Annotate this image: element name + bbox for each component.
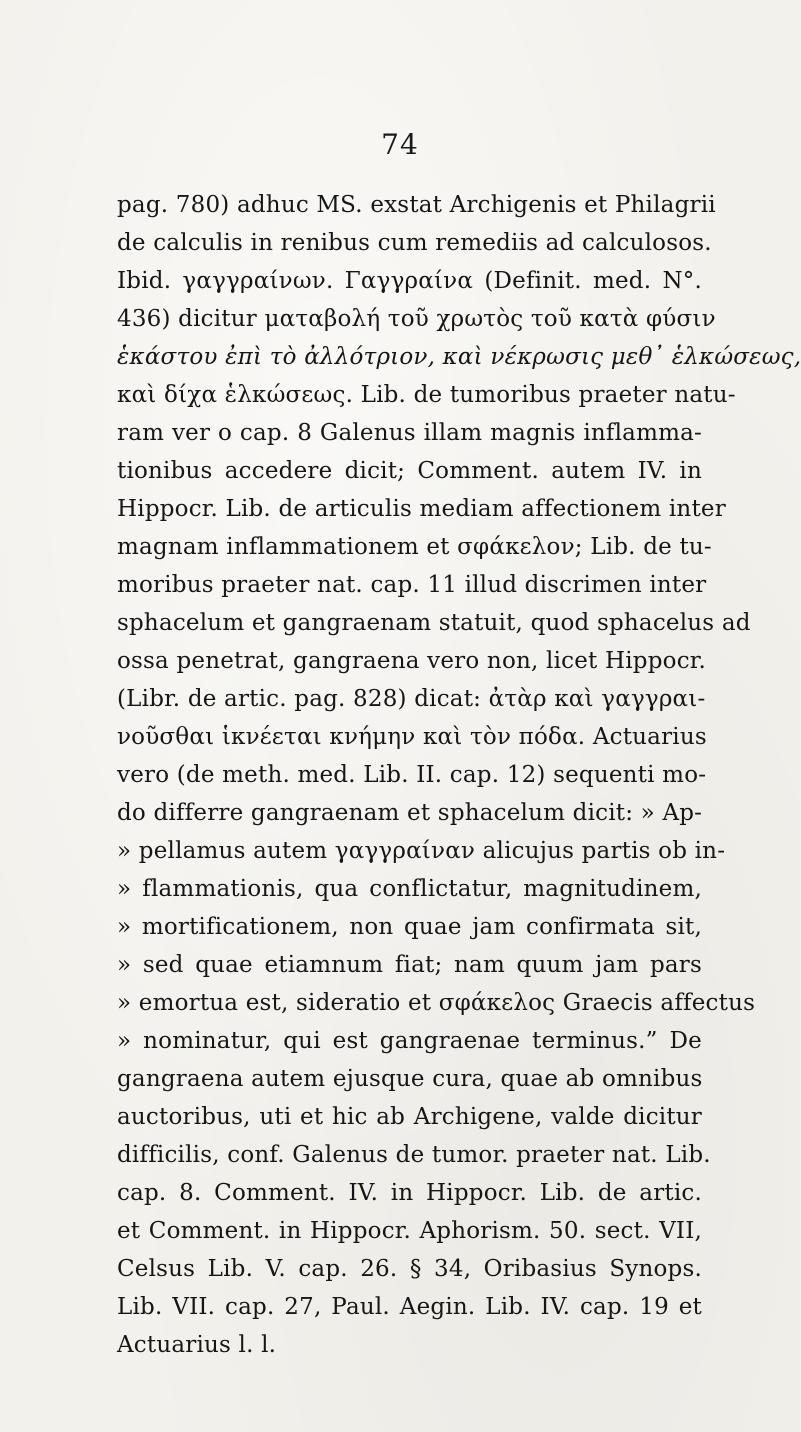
text-line: (Libr. de artic. pag. 828) dicat: ἀτὰρ καὶ γαγγραι-: [117, 686, 706, 712]
text-line: ossa penetrat, gangraena vero non, licet Hippocr.: [117, 648, 706, 674]
text-line: 436) dicitur ματαβολή τοῦ χρωτὸς τοῦ κατὰ φύσιν: [117, 306, 716, 332]
text-line: » flammationis, qua conflictatur, magnitudinem,: [117, 876, 702, 902]
text-line: ram ver o cap. 8 Galenus illam magnis inflamma-: [117, 420, 702, 446]
text-line: pag. 780) adhuc MS. exstat Archigenis et Philagrii: [117, 192, 716, 218]
body-text: [117, 186, 801, 1364]
text-line: νοῦσθαι ἱκνέεται κνήμην καὶ τὸν πόδα. Actuarius: [117, 724, 707, 750]
text-line: Lib. VII. cap. 27, Paul. Aegin. Lib. IV. cap. 19 et: [117, 1294, 702, 1320]
text-line: Celsus Lib. V. cap. 26. § 34, Oribasius Synops.: [117, 1256, 702, 1282]
text-line: Actuarius l. l.: [117, 1332, 277, 1358]
text-line: Hippocr. Lib. de articulis mediam affectionem inter: [117, 496, 726, 522]
text-line: magnam inflammationem et σφάκελον; Lib. de tu-: [117, 534, 712, 560]
text-line: moribus praeter nat. cap. 11 illud discrimen inter: [117, 572, 707, 598]
text-line: » nominatur, qui est gangraenae terminus.” De: [117, 1028, 702, 1054]
text-line: ἑκάστου ἐπὶ τὸ ἀλλότριον, καὶ νέκρωσις μεθ᾽ ἑλκώσεως,: [117, 344, 801, 370]
text-line: » emortua est, sideratio et σφάκελος Graecis affectus: [117, 990, 756, 1016]
text-line: » mortificationem, non quae jam confirmata sit,: [117, 914, 702, 940]
text-line: sphacelum et gangraenam statuit, quod sphacelus ad: [117, 610, 751, 636]
text-line: » pellamus autem γαγγραίναν alicujus partis ob in-: [117, 838, 726, 864]
text-line: tionibus accedere dicit; Comment. autem IV. in: [117, 458, 702, 484]
text-line: vero (de meth. med. Lib. II. cap. 12) sequenti mo-: [117, 762, 707, 788]
text-line: » sed quae etiamnum fiat; nam quum jam pars: [117, 952, 702, 978]
text-line: cap. 8. Comment. IV. in Hippocr. Lib. de artic.: [117, 1180, 702, 1206]
text-line: Ibid. γαγγραίνων. Γαγγραίνα (Definit. med. N°.: [117, 268, 702, 294]
text-line: gangraena autem ejusque cura, quae ab omnibus: [117, 1066, 703, 1092]
text-line: difficilis, conf. Galenus de tumor. praeter nat. Lib.: [117, 1142, 711, 1168]
text-line: de calculis in renibus cum remediis ad calculosos.: [117, 230, 712, 256]
page-number: 74: [381, 128, 419, 161]
text-line: et Comment. in Hippocr. Aphorism. 50. sect. VII,: [117, 1218, 702, 1244]
text-line: auctoribus, uti et hic ab Archigene, valde dicitur: [117, 1104, 702, 1130]
text-line: do differre gangraenam et sphacelum dicit: » Ap-: [117, 800, 703, 826]
text-line: καὶ δίχα ἑλκώσεως. Lib. de tumoribus praeter natu-: [117, 382, 736, 408]
